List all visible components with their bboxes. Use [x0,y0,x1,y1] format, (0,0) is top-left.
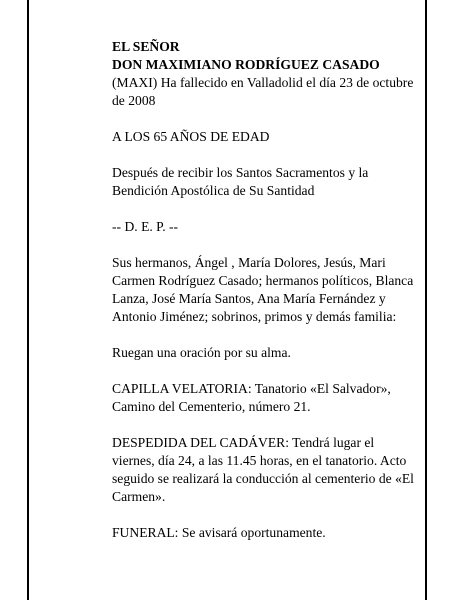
notice-prayer: Ruegan una oración por su alma. [112,345,291,360]
page-border-left [27,0,29,600]
notice-title-line1: EL SEÑOR [112,39,180,54]
obituary-notice [112,38,420,560]
notice-funeral: FUNERAL: Se avisará oportunamente. [112,525,326,540]
notice-age: A LOS 65 AÑOS DE EDAD [112,129,270,144]
notice-chapel: CAPILLA VELATORIA: Tanatorio «El Salvador», Camino del Cementerio, número 21. [112,381,391,414]
notice-dep: -- D. E. P. -- [112,219,179,234]
notice-sacraments: Después de recibir los Santos Sacramentos y la Bendición Apostólica de Su Santidad [112,165,369,198]
notice-death-info: (MAXI) Ha fallecido en Valladolid el día 23 de octubre de 2008 [112,75,414,108]
notice-farewell: DESPEDIDA DEL CADÁVER: Tendrá lugar el viernes, día 24, a las 11.45 horas, en el tanatorio. Acto seguido se realizará la conducción al cementerio de «El Carmen». [112,435,414,504]
notice-title-line2: DON MAXIMIANO RODRÍGUEZ CASADO [112,57,380,72]
page-border-right [425,0,427,600]
notice-family: Sus hermanos, Ángel , María Dolores, Jesús, Mari Carmen Rodríguez Casado; hermanos políticos, Blanca Lanza, José María Santos, Ana María Fernández y Antonio Jiménez; sobrinos, primos y demás familia: [112,255,414,324]
